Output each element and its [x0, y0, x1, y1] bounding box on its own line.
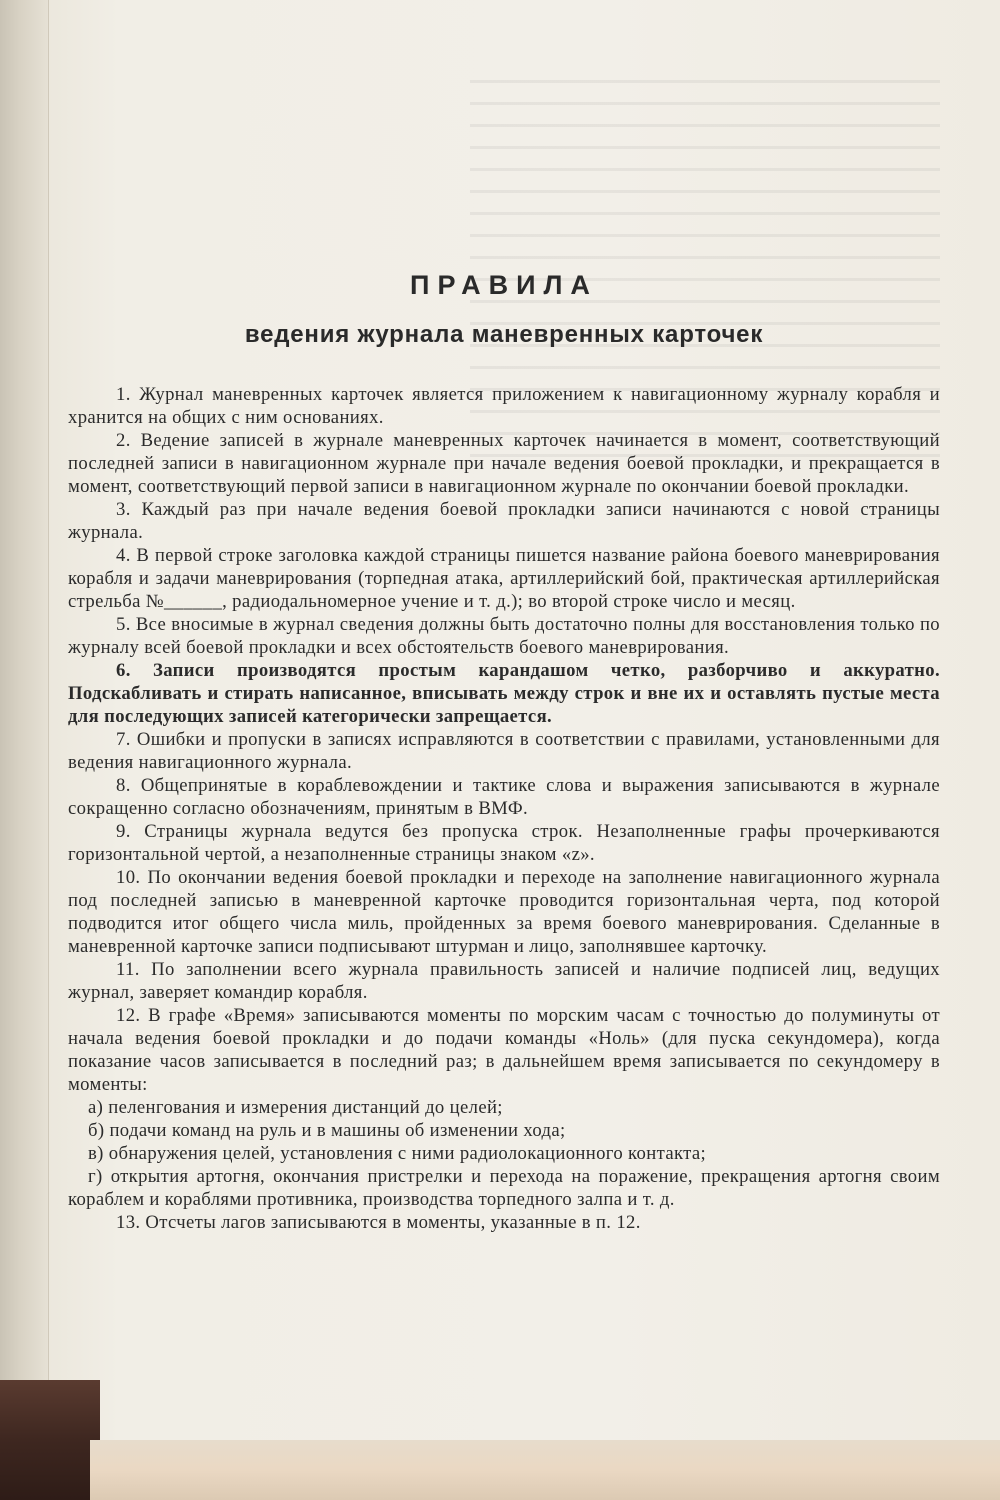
- rule-12-item-a: а) пеленгования и измерения дистанций до целей;: [88, 1097, 503, 1118]
- rule-12-item-b: б) подачи команд на руль и в машины об изменении хода;: [88, 1120, 566, 1141]
- rule-12-item-c: в) обнаружения целей, установления с ними радиолокационного контакта;: [88, 1143, 707, 1164]
- cover-binding-strip: [0, 1380, 100, 1500]
- document-title: ПРАВИЛА: [410, 270, 598, 300]
- page-bottom-edge: [90, 1440, 1000, 1500]
- rule-12: 12. В графе «Время» записываются моменты по морским часам с точностью до полуминуты от начала ведения боевой прокладки и до подачи команды «Ноль» (для пуска секундомера), когда показание часов записывается в последний раз; в дальнейшем время записывается по секундомеру в моменты:: [68, 1005, 940, 1095]
- rule-11: 11. По заполнении всего журнала правильность записей и наличие подписей лиц, ведущих журнал, заверяет командир корабля.: [68, 959, 940, 1003]
- page-binding: [0, 0, 49, 1500]
- rule-6: 6. Записи производятся простым карандашом четко, разборчиво и аккуратно. Подскабливать и стирать написанное, вписывать между строк и вне их и оставлять пустые места для последующих записей категорически запрещается.: [68, 660, 940, 727]
- rule-12-item-d: г) открытия артогня, окончания пристрелки и перехода на поражение, прекращения артогня своим кораблем и кораблями противника, производства торпедного залпа и т. д.: [68, 1166, 940, 1210]
- document-subtitle: ведения журнала маневренных карточек: [244, 321, 764, 348]
- rule-2: 2. Ведение записей в журнале маневренных карточек начинается в момент, соответствующий последней записи в навигационном журнале при начале ведения боевой прокладки, и прекращается в момент, соответствующий первой записи в навигационном журнале по окончании боевой прокладки.: [68, 430, 940, 497]
- rule-4: 4. В первой строке заголовка каждой страницы пишется название района боевого маневрирования корабля и задачи маневрирования (торпедная атака, артиллерийский бой, практическая артиллерийская стрельба №______, радиодальномерное учение и т. д.); во второй строке число и месяц.: [68, 545, 940, 612]
- rule-10: 10. По окончании ведения боевой прокладки и переходе на заполнение навигационного журнала под последней записью в маневренной карточке проводится горизонтальная черта, под которой подводится итог общего числа миль, пройденных за время боевого маневрирования. Сделанные в маневренной карточке записи подписывают штурман и лицо, заполнявшее карточку.: [68, 867, 940, 957]
- document-body: [68, 270, 940, 1234]
- rule-3: 3. Каждый раз при начале ведения боевой прокладки записи начинаются с новой страницы журнала.: [68, 499, 940, 543]
- rule-7: 7. Ошибки и пропуски в записях исправляются в соответствии с правилами, установленными для ведения навигационного журнала.: [68, 729, 940, 773]
- rule-1: 1. Журнал маневренных карточек является приложением к навигационному журналу корабля и хранится на общих с ним основаниях.: [68, 384, 940, 428]
- rule-8: 8. Общепринятые в кораблевождении и тактике слова и выражения записываются в журнале сокращенно согласно обозначениям, принятым в ВМФ.: [68, 775, 940, 819]
- rule-5: 5. Все вносимые в журнал сведения должны быть достаточно полны для восстановления только по журналу всей боевой прокладки и всех обстоятельств боевого маневрирования.: [68, 614, 940, 658]
- rule-9: 9. Страницы журнала ведутся без пропуска строк. Незаполненные графы прочеркиваются горизонтальной чертой, а незаполненные страницы знаком «z».: [68, 821, 940, 865]
- rule-13: 13. Отсчеты лагов записываются в моменты, указанные в п. 12.: [116, 1212, 641, 1233]
